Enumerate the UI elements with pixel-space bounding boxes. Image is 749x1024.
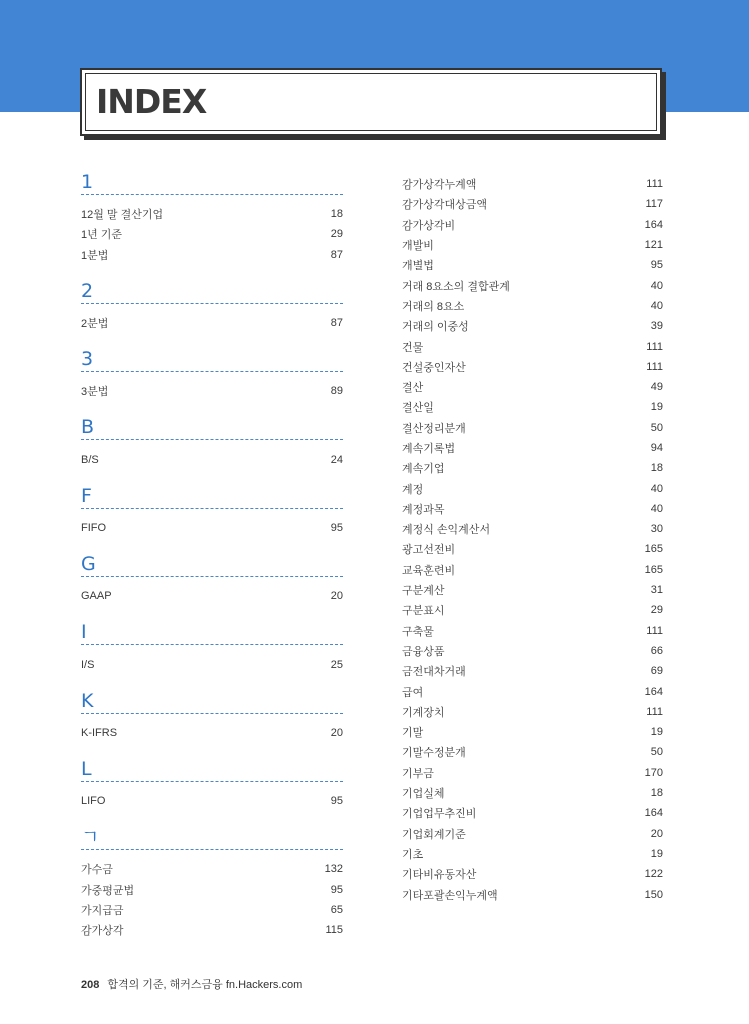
index-term: 개발비 (402, 240, 434, 253)
index-term: 급여 (402, 686, 424, 699)
index-entry (81, 313, 343, 333)
title-box (80, 68, 662, 136)
index-page-number: 111 (646, 360, 663, 373)
footer-text: 합격의 기준, 해커스금융 fn.Hackers.com (107, 979, 303, 991)
index-term: 거래 8요소의 결합관계 (402, 280, 510, 293)
index-entry (402, 539, 663, 559)
index-entry (402, 418, 663, 438)
index-term: 결산일 (402, 402, 434, 415)
index-term: 광고선전비 (402, 544, 456, 557)
section-letter: L (81, 757, 92, 780)
index-page-number: 121 (644, 239, 663, 252)
index-entry (81, 859, 343, 879)
index-page-number: 170 (644, 766, 663, 779)
index-entry (81, 204, 343, 224)
index-entry (81, 791, 343, 811)
index-term: 계정식 손익계산서 (402, 524, 491, 537)
index-entry (402, 296, 663, 316)
section-letter: F (81, 484, 92, 507)
index-page-number: 89 (330, 385, 343, 398)
index-page-number: 40 (650, 502, 663, 515)
index-term: 금융상품 (402, 645, 445, 658)
index-page-number: 18 (650, 787, 663, 800)
index-page-number: 87 (330, 248, 343, 261)
index-page-number: 50 (650, 421, 663, 434)
index-term: 12월 말 결산기업 (81, 209, 164, 222)
index-term: 거래의 이중성 (402, 321, 469, 334)
index-term: FIFO (81, 521, 107, 534)
index-page-number: 111 (646, 178, 663, 191)
index-entry (81, 880, 343, 900)
index-section (81, 825, 343, 940)
index-page-number: 29 (650, 604, 663, 617)
index-entry (402, 661, 663, 681)
index-entry (402, 478, 663, 498)
index-entry (402, 174, 663, 194)
index-entry (81, 449, 343, 469)
index-entry (402, 621, 663, 641)
index-entry (402, 255, 663, 275)
index-page-number: 20 (330, 726, 343, 739)
index-term: 감가상각대상금액 (402, 199, 488, 212)
index-term: K-IFRS (81, 726, 118, 739)
index-term: LIFO (81, 795, 106, 808)
index-term: B/S (81, 453, 99, 466)
index-section (81, 552, 343, 606)
index-section (81, 347, 343, 401)
index-term: 3분법 (81, 386, 109, 399)
index-term: 계정 (402, 483, 424, 496)
index-entry (81, 723, 343, 743)
section-header (81, 689, 343, 714)
index-page-number: 19 (650, 401, 663, 414)
index-entry (402, 235, 663, 255)
section-header (81, 757, 343, 782)
page-number: 208 (81, 979, 100, 991)
index-entry (402, 397, 663, 417)
index-entry (402, 499, 663, 519)
index-entry (402, 864, 663, 884)
index-term: 기업실체 (402, 788, 445, 801)
index-entry (402, 580, 663, 600)
index-term: 가지급금 (81, 905, 124, 917)
index-section (81, 484, 343, 538)
index-term: 구분계산 (402, 585, 445, 598)
page-title: INDEX (96, 82, 207, 121)
index-entry (402, 824, 663, 844)
index-term: 교육훈련비 (402, 564, 456, 577)
index-term: 1분법 (81, 249, 109, 262)
index-page-number: 49 (650, 381, 663, 394)
index-column-right (402, 174, 663, 905)
index-term: 건물 (402, 341, 424, 354)
index-entry (402, 336, 663, 356)
index-term: 계속기업 (402, 463, 445, 476)
index-page-number: 122 (644, 868, 663, 881)
index-entry (402, 722, 663, 742)
index-page-number: 25 (330, 658, 343, 671)
index-term: 기업업무추진비 (402, 808, 477, 821)
section-header (81, 620, 343, 645)
section-header (81, 347, 343, 372)
index-entry (402, 357, 663, 377)
index-page-number: 165 (644, 543, 663, 556)
index-entry (402, 884, 663, 904)
index-term: 가수금 (81, 864, 113, 877)
index-page-number: 69 (650, 665, 663, 678)
index-page-number: 117 (645, 198, 663, 211)
index-entry (81, 920, 343, 940)
section-header (81, 825, 343, 850)
index-term: GAAP (81, 590, 112, 603)
index-section (81, 757, 343, 811)
index-page-number: 19 (650, 847, 663, 860)
index-page-number: 40 (650, 482, 663, 495)
index-page-number: 18 (650, 462, 663, 475)
index-page-number: 95 (330, 883, 343, 896)
index-entry (402, 763, 663, 783)
index-entry (402, 641, 663, 661)
index-page-number: 87 (330, 317, 343, 330)
index-entry (402, 600, 663, 620)
index-page-number: 18 (330, 208, 343, 221)
index-term: 금전대차거래 (402, 666, 466, 679)
index-term: 구축물 (402, 625, 434, 638)
page-footer (81, 976, 302, 992)
index-term: 기부금 (402, 767, 434, 780)
index-page-number: 50 (650, 746, 663, 759)
index-term: 기타포괄손익누계액 (402, 889, 498, 902)
index-term: 기초 (402, 848, 424, 861)
index-section (81, 689, 343, 743)
index-term: 기타비유동자산 (402, 869, 477, 882)
index-page-number: 66 (650, 644, 663, 657)
index-entry (81, 586, 343, 606)
index-term: 계속기록법 (402, 443, 456, 455)
index-section (81, 279, 343, 333)
index-entry (402, 702, 663, 722)
index-entry (81, 381, 343, 401)
index-column-left (81, 170, 343, 954)
index-page-number: 39 (650, 320, 663, 333)
index-page-number: 95 (330, 795, 343, 808)
index-page-number: 95 (330, 521, 343, 534)
index-term: 1년 기준 (81, 229, 123, 242)
index-page-number: 29 (330, 228, 343, 241)
index-page-number: 95 (650, 259, 663, 272)
index-entry (402, 377, 663, 397)
index-entry (81, 900, 343, 920)
index-page-number: 24 (330, 453, 343, 466)
index-page-number: 94 (650, 442, 663, 454)
index-term: 2분법 (81, 318, 109, 331)
index-page-number: 111 (646, 340, 663, 353)
index-entry (402, 438, 663, 458)
index-entry (402, 803, 663, 823)
index-term: 개별법 (402, 260, 434, 273)
index-page-number: 31 (650, 584, 663, 597)
index-term: 감가상각 (81, 925, 124, 938)
section-letter: G (81, 553, 96, 576)
index-entry (402, 783, 663, 803)
index-entry (81, 518, 343, 538)
index-term: 가중평균법 (81, 884, 135, 897)
section-letter: ㄱ (81, 826, 100, 849)
index-entry (402, 844, 663, 864)
index-page-number: 30 (650, 523, 663, 536)
index-entry (402, 194, 663, 214)
index-term: 기계장치 (402, 706, 445, 719)
section-header (81, 279, 343, 304)
index-entry (402, 458, 663, 478)
section-header (81, 484, 343, 509)
index-entry (81, 224, 343, 244)
index-entry (402, 519, 663, 539)
index-page-number: 111 (646, 624, 663, 637)
index-term: 구분표시 (402, 605, 445, 618)
section-letter: 1 (81, 171, 94, 193)
index-page-number: 19 (650, 726, 663, 739)
index-entry (402, 215, 663, 235)
section-letter: I (81, 621, 87, 644)
index-entry (402, 316, 663, 336)
index-page-number: 150 (644, 888, 663, 901)
index-page-number: 165 (644, 563, 663, 576)
index-section (81, 620, 343, 674)
section-letter: B (81, 416, 95, 439)
section-header (81, 415, 343, 440)
index-page-number: 40 (650, 299, 663, 312)
index-page-number: 132 (324, 863, 343, 876)
index-term: 감가상각비 (402, 219, 456, 232)
section-header (81, 552, 343, 577)
index-entry (402, 681, 663, 701)
index-term: 결산정리분개 (402, 422, 466, 435)
index-page-number: 40 (650, 279, 663, 292)
index-page-number: 65 (330, 904, 343, 916)
index-page-number: 20 (650, 827, 663, 840)
index-term: 계정과목 (402, 503, 445, 516)
index-entry (402, 742, 663, 762)
index-term: I/S (81, 658, 95, 671)
index-page-number: 164 (644, 807, 663, 820)
index-entry (81, 654, 343, 674)
index-page-number: 20 (330, 590, 343, 603)
index-term: 거래의 8요소 (402, 300, 465, 313)
index-section (81, 415, 343, 469)
index-page-number: 164 (644, 218, 663, 231)
index-page-number: 111 (646, 705, 663, 718)
section-header (81, 170, 343, 195)
index-term: 건설중인자산 (402, 361, 466, 374)
index-term: 기말 (402, 727, 424, 740)
index-entry (81, 245, 343, 265)
section-letter: 3 (81, 348, 94, 371)
index-term: 기업회계기준 (402, 828, 466, 841)
index-term: 감가상각누계액 (402, 179, 477, 192)
index-section (81, 170, 343, 265)
section-letter: K (81, 689, 94, 712)
index-entry (402, 560, 663, 580)
index-entry (402, 275, 663, 295)
section-letter: 2 (81, 279, 94, 302)
index-page-number: 164 (644, 685, 663, 698)
index-term: 결산 (402, 382, 424, 395)
index-page-number: 115 (325, 924, 343, 937)
index-term: 기말수정분개 (402, 747, 466, 760)
